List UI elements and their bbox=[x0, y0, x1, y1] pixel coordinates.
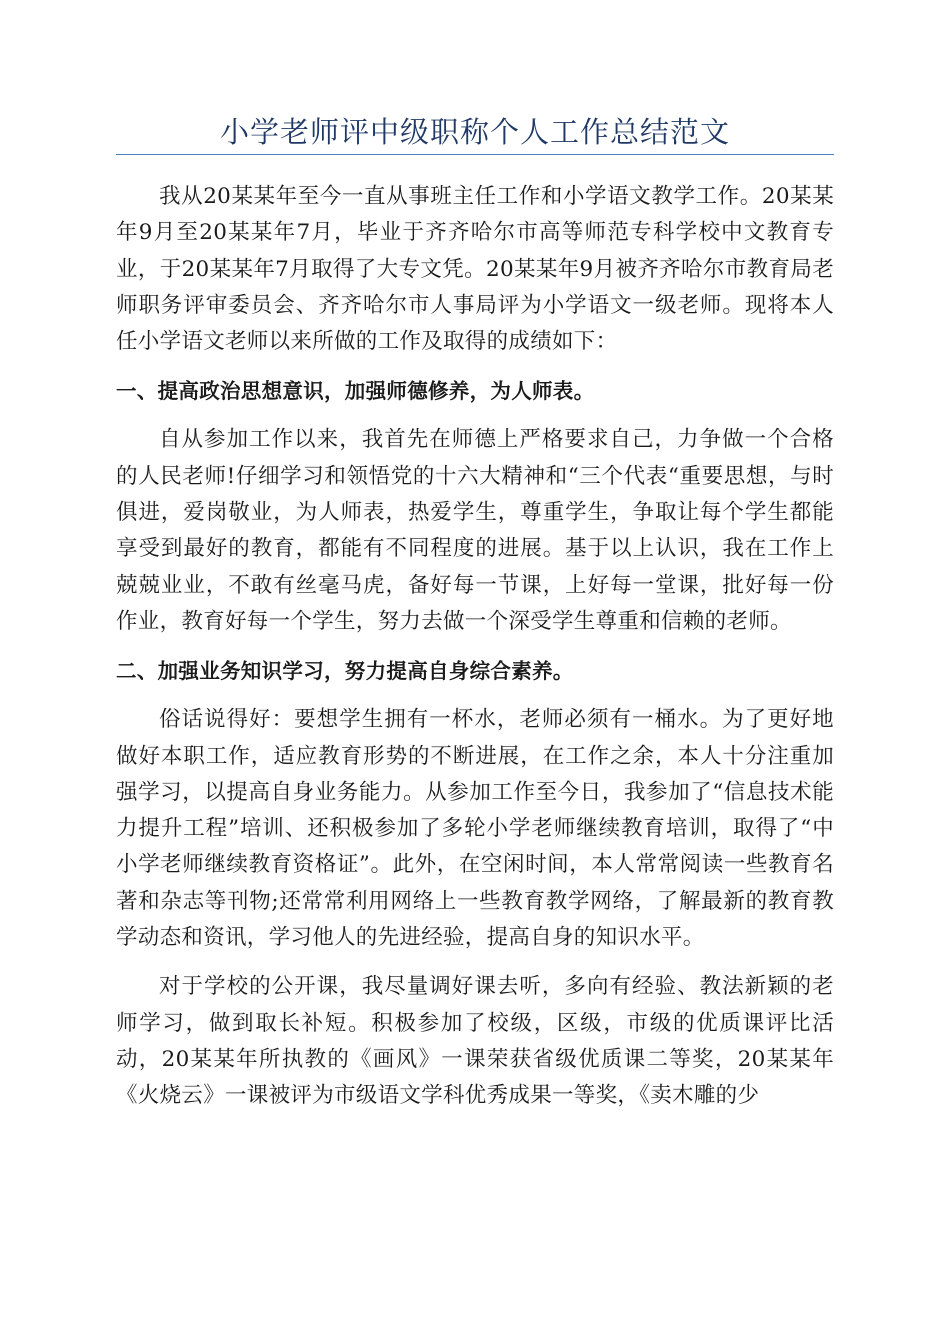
section-heading-1: 一、提高政治思想意识，加强师德修养，为人师表。 bbox=[116, 379, 595, 404]
paragraph-study: 俗话说得好：要想学生拥有一杯水，老师必须有一桶水。为了更好地做好本职工作，适应教育形势的不断进展，在工作之余，本人十分注重加强学习，以提高自身业务能力。从参加工作至今日，我参加了“信息技术能力提升工程”培训、还积极参加了多轮小学老师继续教育培训，取得了“中小学老师继续教育资格证”。此外，在空闲时间，本人常常阅读一些教育名著和杂志等刊物;还常常利用网络上一些教育教学网络，了解最新的教育教学动态和资讯，学习他人的先进经验，提高自身的知识水平。 bbox=[116, 707, 834, 951]
document-title: 小学老师评中级职称个人工作总结范文 bbox=[219, 115, 730, 149]
paragraph-intro: 我从20某某年至今一直从事班主任工作和小学语文教学工作。20某某年9月至20某某年7月，毕业于齐齐哈尔市高等师范专科学校中文教育专业，于20某某年7月取得了大专文凭。20某某年9月被齐齐哈尔市教育局老师职务评审委员会、齐齐哈尔市人事局评为小学语文一级老师。现将本人任小学语文老师以来所做的工作及取得的成绩如下： bbox=[116, 184, 834, 355]
paragraph-ethics: 自从参加工作以来，我首先在师德上严格要求自己，力争做一个合格的人民老师!仔细学习和领悟党的十六大精神和“三个代表“重要思想，与时俱进，爱岗敬业，为人师表，热爱学生，尊重学生，争取让每个学生都能享受到最好的教育，都能有不同程度的进展。基于以上认识，我在工作上兢兢业业，不敢有丝毫马虎，备好每一节课，上好每一堂课，批好每一份作业，教育好每一个学生，努力去做一个深受学生尊重和信赖的老师。 bbox=[116, 427, 834, 634]
paragraph-open-class: 对于学校的公开课，我尽量调好课去听，多向有经验、教法新颖的老师学习，做到取长补短。积极参加了校级，区级，市级的优质课评比活动，20某某年所执教的《画风》一课荣获省级优质课二等奖，20某某年《火烧云》一课被评为市级语文学科优秀成果一等奖，《卖木雕的少 bbox=[116, 974, 834, 1109]
section-heading-2: 二、加强业务知识学习，努力提高自身综合素养。 bbox=[116, 659, 574, 684]
title-block bbox=[116, 114, 834, 155]
